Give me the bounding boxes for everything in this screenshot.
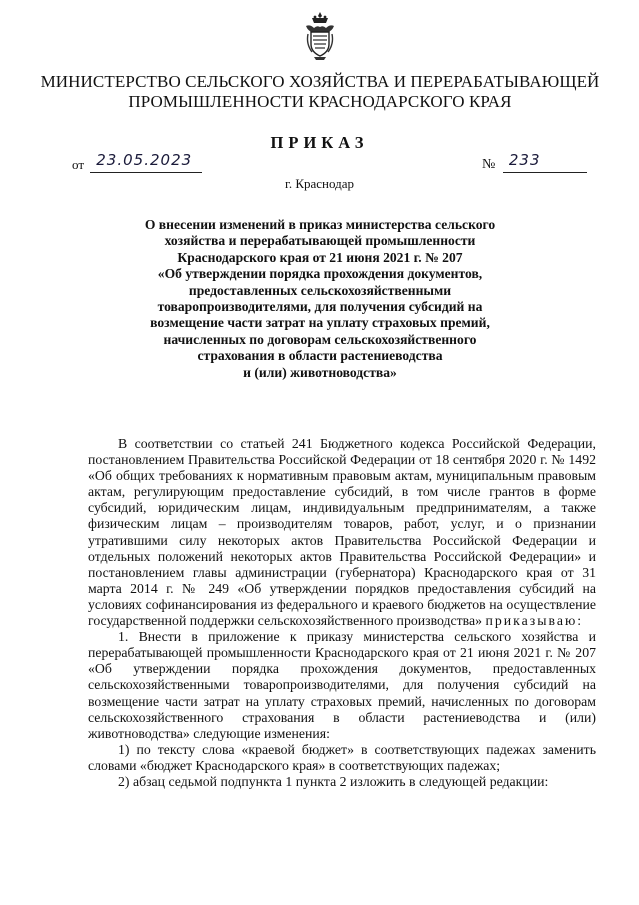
subject-line: «Об утверждении порядка прохождения документов, xyxy=(157,266,483,282)
order-body xyxy=(88,436,596,790)
order-number xyxy=(482,151,587,173)
subject-line: начисленных по договорам сельскохозяйственного xyxy=(163,331,477,347)
subject-line: предоставленных сельскохозяйственными xyxy=(188,282,452,298)
order-verb: приказываю: xyxy=(485,613,584,629)
subclause-2-paragraph: 2) абзац седьмой подпункта 1 пункта 2 изложить в следующей редакции: xyxy=(118,773,549,789)
subject-line: Краснодарского края от 21 июня 2021 г. № 207 xyxy=(177,249,463,265)
preamble-text: В соответствии со статьей 241 Бюджетного кодекса Российской Федерации, постановлением Правительства Российской Федерации от 18 сентября 2020 г. № 1492 «Об общих требованиях к нормативным правовым актам, муниципальным правовым актам, регулирующим предоставление субсидий, в том числе грантов в форме субсидий, юридическим лицам, индивидуальным предпринимателям, а также физическим лицам – производителям товаров, работ, услуг, и о признании утратившими силу некоторых актов Правительства Российской Федерации и отдельных положений некоторых актов Правительства Российской Федерации» и постановлением главы администрации (губернатора) Краснодарского края от 31 марта 2014 г. № 249 «Об утверждении порядков предоставления субсидий на условиях софинансирования из федерального и краевого бюджетов на осуществление государственной поддержки сельскохозяйственного производства» xyxy=(88,436,596,629)
number-field xyxy=(503,151,587,173)
order-city: г. Краснодар xyxy=(284,176,355,191)
subject-line: О внесении изменений в приказ министерства сельского xyxy=(144,217,496,232)
coat-of-arms-icon xyxy=(302,10,338,62)
preamble-paragraph xyxy=(88,436,596,629)
order-subject xyxy=(100,217,540,381)
date-prefix: от xyxy=(72,157,85,172)
ministry-line-1: МИНИСТЕРСТВО СЕЛЬСКОГО ХОЗЯЙСТВА И ПЕРЕРАБАТЫВАЮЩЕЙ xyxy=(40,72,600,91)
handwritten-date: 23.05.2023 xyxy=(96,151,193,169)
subclause-1-paragraph: 1) по тексту слова «краевой бюджет» в соответствующих падежах заменить словами «бюджет Краснодарского края» в соответствующих падежах; xyxy=(88,741,596,773)
ministry-line-2: ПРОМЫШЛЕННОСТИ КРАСНОДАРСКОГО КРАЯ xyxy=(128,92,512,111)
date-field xyxy=(90,151,202,173)
subject-line: возмещение части затрат на уплату страховых премий, xyxy=(150,315,490,331)
subject-line: товаропроизводителями, для получения субсидий на xyxy=(157,299,483,315)
handwritten-number: 233 xyxy=(508,151,541,169)
subject-line: и (или) животноводства» xyxy=(243,364,397,380)
number-prefix: № xyxy=(482,157,496,172)
subject-line: страхования в области растениеводства xyxy=(197,348,443,364)
clause-1-paragraph: 1. Внести в приложение к приказу министерства сельского хозяйства и перерабатывающей промышленности Краснодарского края от 21 июня 2021 г. № 207 «Об утверждении порядка прохождения документов, предоставленных сельскохозяйственными товаропроизводителями, для получения субсидий на возмещение части затрат на уплату страховых премий, начисленных по договорам сельскохозяйственного страхования в области растениеводства и (или) животноводства» следующие изменения: xyxy=(88,629,596,741)
order-date xyxy=(72,151,202,173)
ministry-name xyxy=(40,72,600,112)
subject-line: хозяйства и перерабатывающей промышленности xyxy=(164,233,476,249)
order-title: ПРИКАЗ xyxy=(270,133,369,152)
